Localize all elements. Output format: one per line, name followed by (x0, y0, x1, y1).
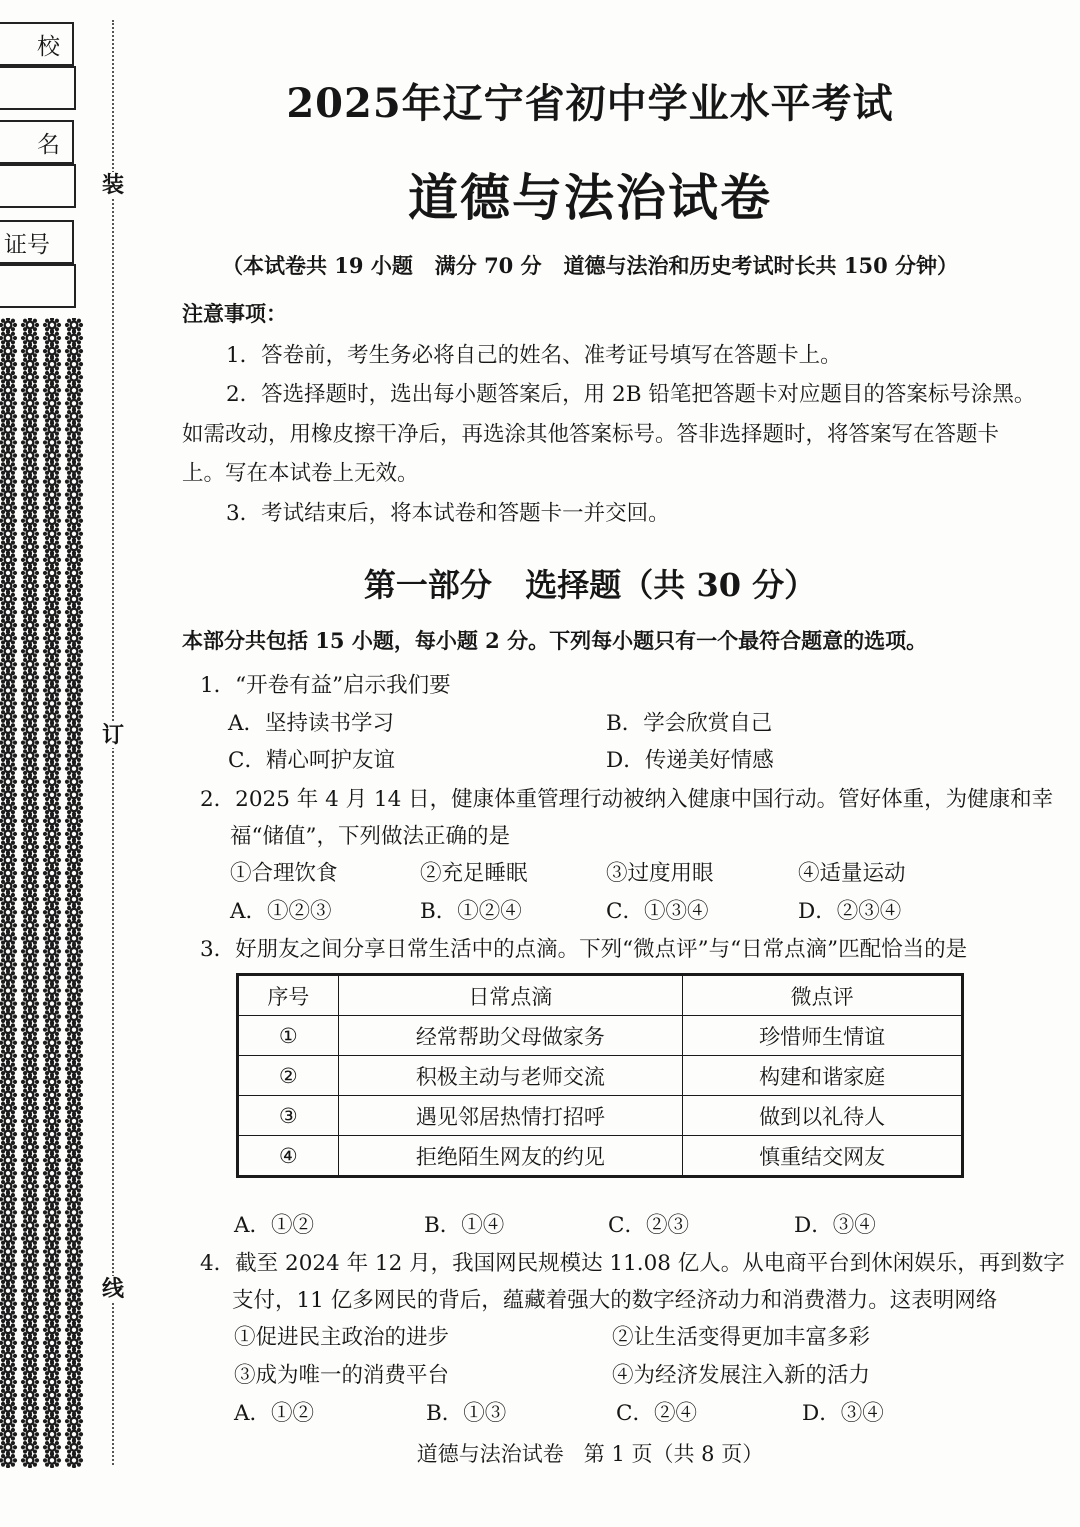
table-cell: 经常帮助父母做家务 (338, 1016, 683, 1056)
q4-item-1: ①促进民主政治的进步 (234, 1325, 450, 1350)
school-field-label (0, 22, 74, 66)
ticket-label-text: 证号 (4, 231, 50, 258)
q4-item-4: ④为经济发展注入新的活力 (612, 1363, 871, 1388)
q2-item-2: ②充足睡眠 (420, 861, 528, 886)
section-instruction: 本部分共包括 15 小题，每小题 2 分。下列每小题只有一个最符合题意的选项。 (182, 628, 928, 653)
q2-item-3: ③过度用眼 (606, 861, 714, 886)
q1-option-d: D．传递美好情感 (606, 748, 774, 773)
q3-option-c: C．②③ (608, 1213, 689, 1238)
note-line: 如需改动，用橡皮擦干净后，再选涂其他答案标号。答非选择题时，将答案写在答题卡 (182, 422, 1000, 447)
question-2-stem-cont: 福“储值”，下列做法正确的是 (230, 824, 510, 849)
table-cell: 慎重结交网友 (683, 1136, 963, 1177)
q2-item-1: ①合理饮食 (230, 861, 338, 886)
question-3-stem: 3．好朋友之间分享日常生活中的点滴。下列“微点评”与“日常点滴”匹配恰当的是 (200, 937, 968, 962)
q4-item-2: ②让生活变得更加丰富多彩 (612, 1325, 871, 1350)
table-cell: ③ (238, 1096, 339, 1136)
school-label-text: 校 (37, 33, 60, 60)
q1-option-a: A．坚持读书学习 (228, 711, 395, 736)
q2-option-d: D．②③④ (798, 899, 902, 924)
school-field[interactable] (0, 66, 76, 110)
name-label-text: 名 (37, 131, 60, 158)
question-4-stem: 4．截至 2024 年 12 月，我国网民规模达 11.08 亿人。从电商平台到休闲娱乐，再到数字 (200, 1251, 1065, 1276)
name-field[interactable] (0, 164, 76, 208)
q3-option-d: D．③④ (794, 1213, 876, 1238)
decorative-gear-pattern (0, 318, 90, 1468)
q4-item-3: ③成为唯一的消费平台 (234, 1363, 450, 1388)
question-2-stem: 2．2025 年 4 月 14 日，健康体重管理行动被纳入健康中国行动。管好体重，为健康和幸 (200, 787, 1054, 812)
table-cell: 积极主动与老师交流 (338, 1056, 683, 1096)
table-cell: 拒绝陌生网友的约见 (338, 1136, 683, 1177)
page-footer: 道德与法治试卷 第 1 页（共 8 页） (416, 1442, 764, 1466)
table-row (238, 1136, 963, 1177)
q2-option-b: B．①②④ (420, 899, 522, 924)
q3-option-a: A．①② (234, 1213, 315, 1238)
ticket-field-label (0, 220, 74, 264)
q2-option-a: A．①②③ (230, 899, 332, 924)
table-cell: 珍惜师生情谊 (683, 1016, 963, 1056)
notes-heading: 注意事项： (182, 301, 287, 326)
exam-title: 2025年辽宁省初中学业水平考试 (286, 80, 894, 127)
binding-strip (0, 0, 124, 1527)
table-header-row (238, 975, 963, 1016)
table-cell: 遇见邻居热情打招呼 (338, 1096, 683, 1136)
q1-option-c: C．精心呵护友谊 (228, 748, 395, 773)
binding-mark-zhuang: 装 (101, 172, 124, 198)
subject-title: 道德与法治试卷 (408, 168, 772, 227)
table-header-cell: 序号 (238, 975, 339, 1016)
q3-option-b: B．①④ (424, 1213, 505, 1238)
table-cell: ④ (238, 1136, 339, 1177)
ticket-field[interactable] (0, 264, 76, 308)
question-4-stem-cont: 支付，11 亿多网民的背后，蕴藏着强大的数字经济动力和消费潜力。这表明网络 (232, 1288, 998, 1313)
section-title: 第一部分 选择题（共 30 分） (363, 566, 817, 604)
name-field-label (0, 120, 74, 164)
table-row (238, 1096, 963, 1136)
table-cell: ② (238, 1056, 339, 1096)
question-1-stem: 1．“开卷有益”启示我们要 (200, 673, 451, 698)
note-line: 3．考试结束后，将本试卷和答题卡一并交回。 (226, 501, 670, 526)
note-line: 1．答卷前，考生务必将自己的姓名、准考证号填写在答题卡上。 (226, 343, 842, 368)
q1-option-b: B．学会欣赏自己 (606, 711, 773, 736)
q4-option-b: B．①③ (426, 1401, 507, 1426)
q3-table (236, 973, 964, 1178)
q2-item-4: ④适量运动 (798, 861, 906, 886)
table-header-cell: 日常点滴 (338, 975, 683, 1016)
q4-option-d: D．③④ (802, 1401, 884, 1426)
note-line: 2．答选择题时，选出每小题答案后，用 2B 铅笔把答题卡对应题目的答案标号涂黑。 (226, 382, 1036, 407)
q4-option-a: A．①② (234, 1401, 315, 1426)
q2-option-c: C．①③④ (606, 899, 709, 924)
exam-info: （本试卷共 19 小题 满分 70 分 道德与法治和历史考试时长共 150 分钟） (221, 253, 958, 278)
gear-pattern-icon (0, 318, 90, 1468)
binding-mark-xian: 线 (101, 1276, 124, 1302)
table-header-cell: 微点评 (683, 975, 963, 1016)
table-cell: 做到以礼待人 (683, 1096, 963, 1136)
note-line: 上。写在本试卷上无效。 (182, 461, 419, 486)
q4-option-c: C．②④ (616, 1401, 697, 1426)
binding-mark-ding: 订 (101, 722, 124, 748)
table-row (238, 1016, 963, 1056)
table-cell: 构建和谐家庭 (683, 1056, 963, 1096)
table-cell: ① (238, 1016, 339, 1056)
table-row (238, 1056, 963, 1096)
